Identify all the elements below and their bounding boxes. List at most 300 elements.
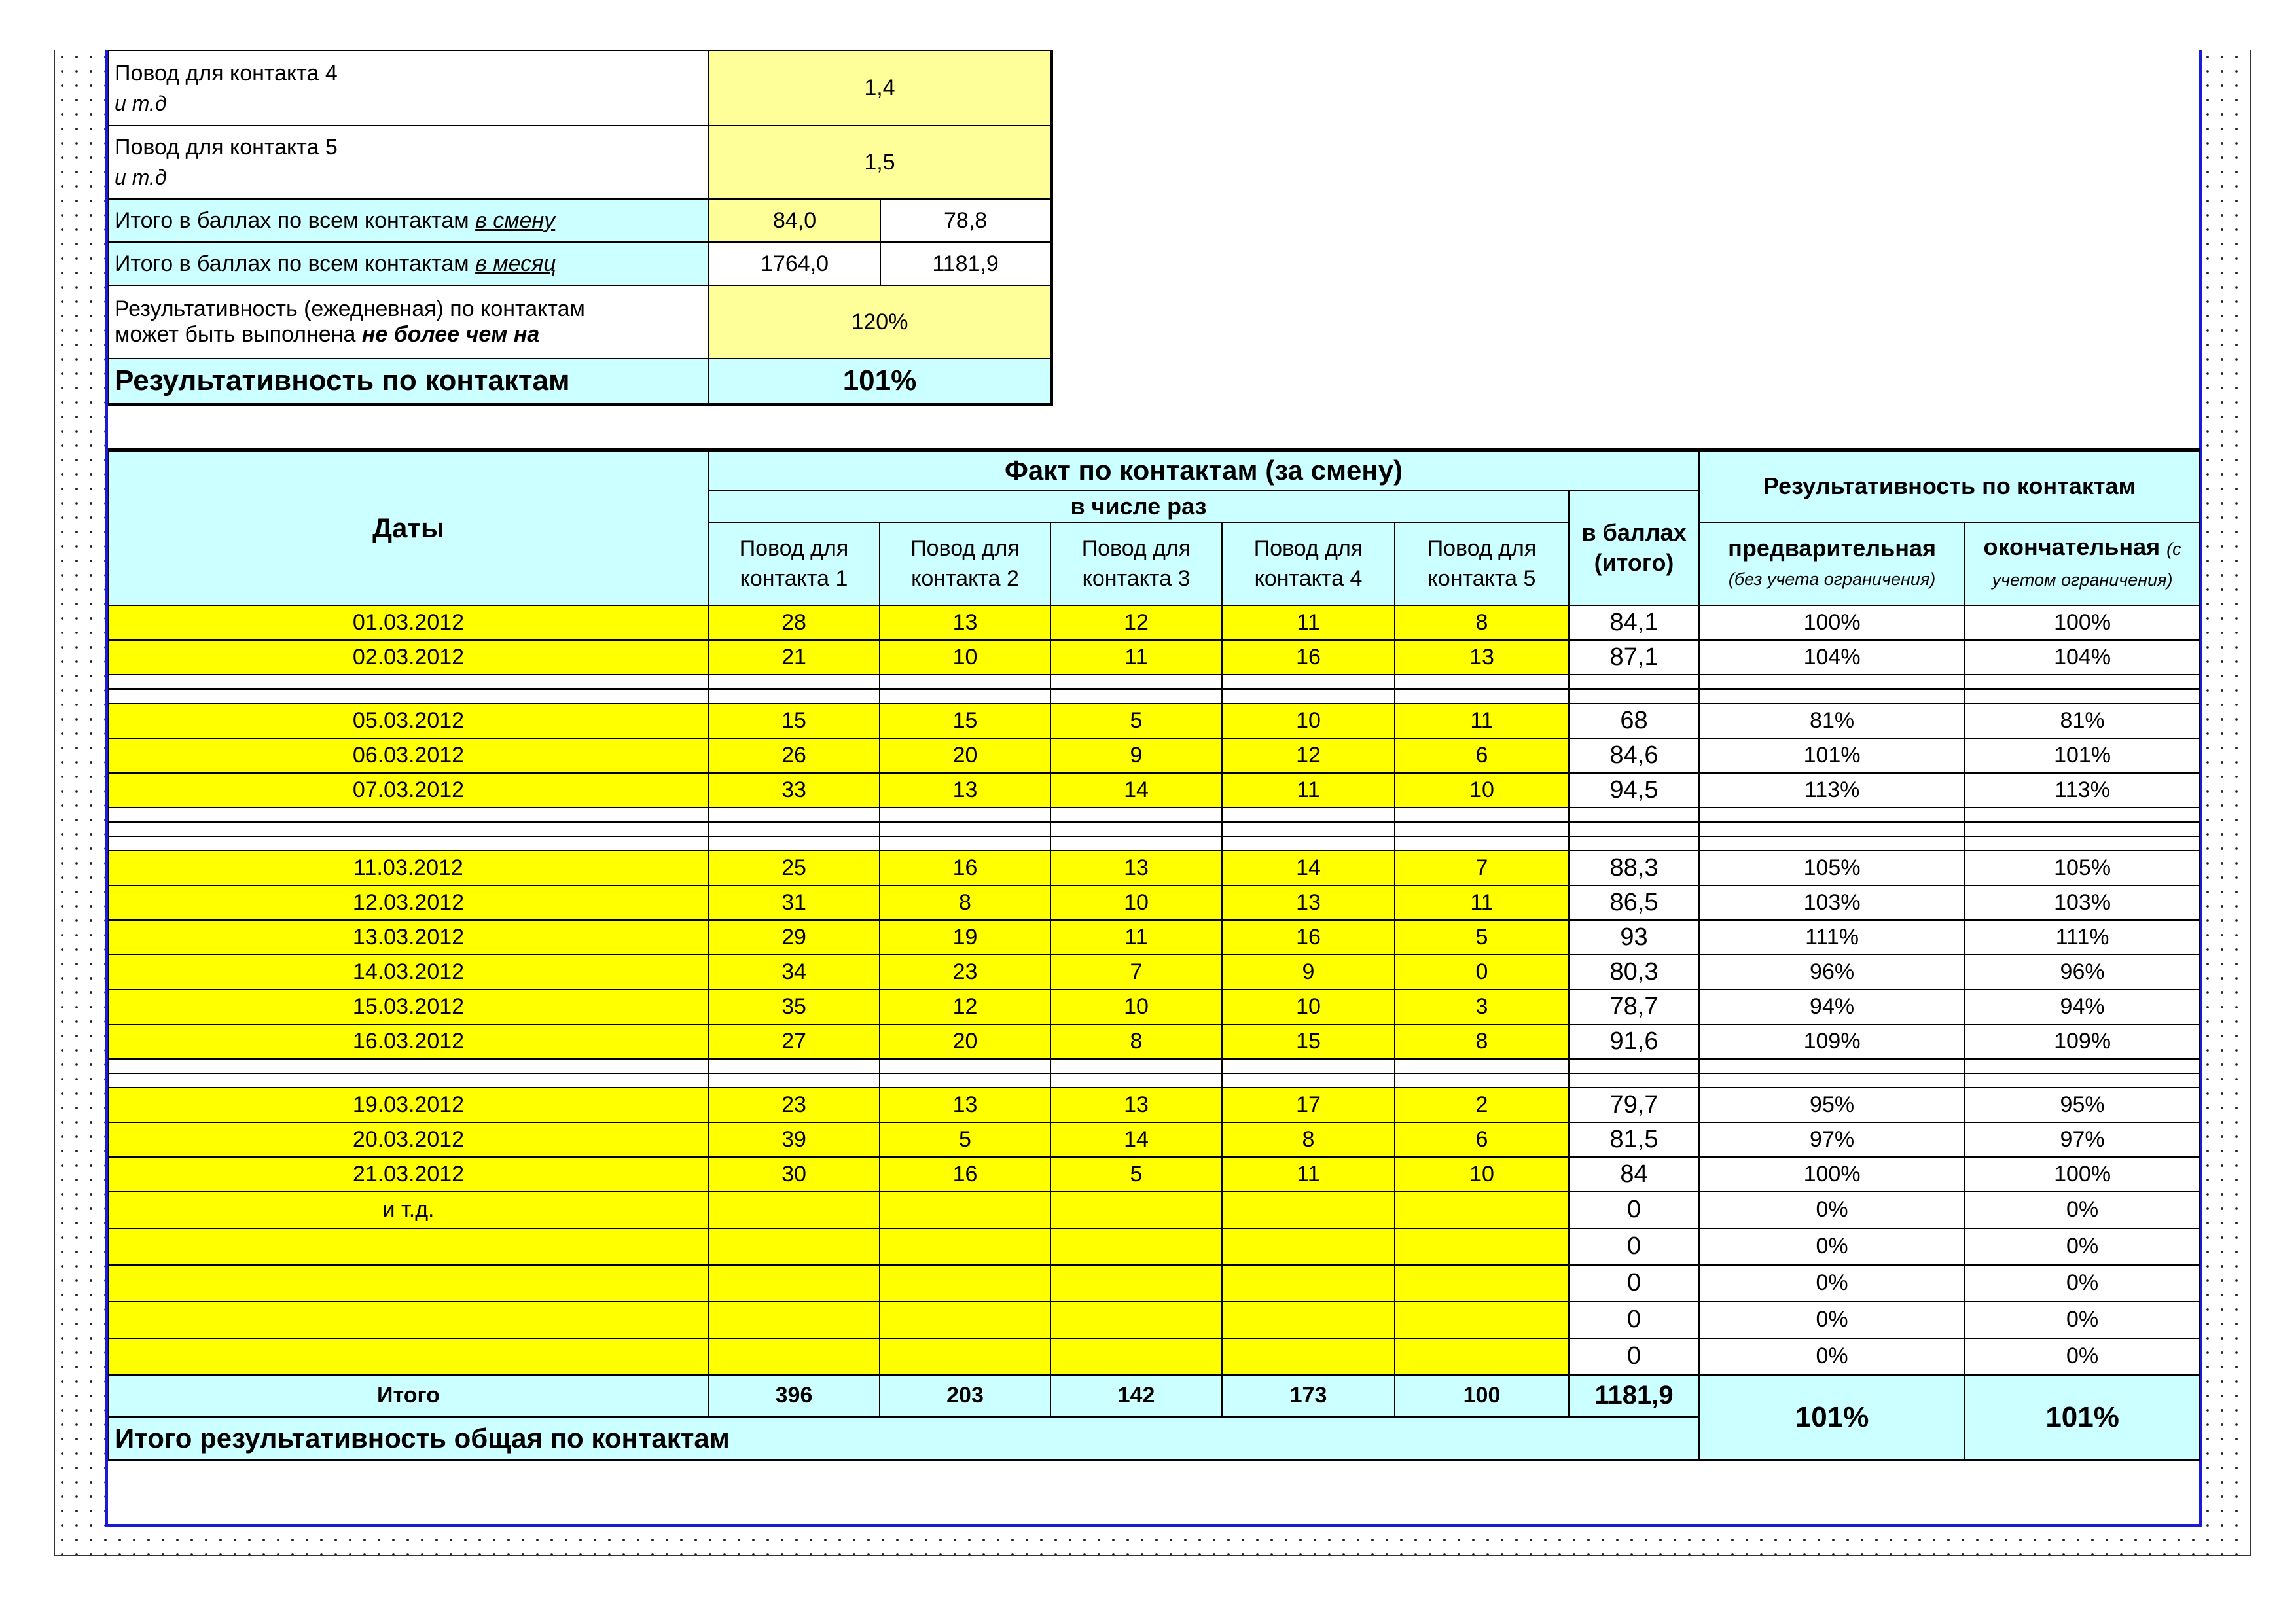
reason-5-cell[interactable]: 2 — [1395, 1088, 1569, 1122]
empty-cell — [708, 1059, 880, 1073]
final-cell: 113% — [1965, 773, 2200, 808]
empty-cell — [1569, 822, 1699, 836]
final-cell: 109% — [1965, 1024, 2200, 1059]
prelim-cell: 101% — [1699, 738, 1965, 773]
reason-3-cell[interactable]: 8 — [1050, 1024, 1222, 1059]
reason-2-cell[interactable]: 10 — [880, 640, 1050, 675]
empty-cell — [1569, 808, 1699, 822]
reason-1-cell[interactable] — [708, 1265, 880, 1302]
reason-5-label: Повод для контакта 5 — [115, 135, 338, 160]
score-cell: 91,6 — [1569, 1024, 1699, 1059]
empty-cell — [1222, 675, 1395, 689]
final-cell: 111% — [1965, 920, 2200, 955]
reason-4-cell[interactable]: 17 — [1222, 1088, 1395, 1122]
reason-4-cell[interactable] — [1222, 1338, 1395, 1375]
empty-cell — [1050, 1059, 1222, 1073]
param-row-shift-total — [109, 199, 1052, 242]
empty-cell — [109, 822, 708, 836]
month-total-emphasis: в месяц — [475, 251, 556, 276]
data-row — [109, 885, 2200, 920]
reason-5-cell[interactable]: 10 — [1395, 1157, 1569, 1192]
reason-3-cell[interactable]: 14 — [1050, 773, 1222, 808]
empty-cell — [1050, 1073, 1222, 1088]
empty-row — [109, 822, 2200, 836]
reason-1-cell[interactable]: 27 — [708, 1024, 880, 1059]
empty-cell — [1965, 822, 2200, 836]
reason-1-cell[interactable] — [708, 1302, 880, 1338]
data-row — [109, 1265, 2200, 1302]
reason-4-cell[interactable]: 11 — [1222, 773, 1395, 808]
prelim-header — [1699, 522, 1965, 605]
reason-3-cell[interactable]: 10 — [1050, 885, 1222, 920]
overall-label: Итого результативность общая по контактам — [109, 1417, 1699, 1460]
empty-cell — [880, 836, 1050, 851]
reason-5-cell[interactable]: 6 — [1395, 738, 1569, 773]
reason-5-cell[interactable]: 6 — [1395, 1122, 1569, 1157]
final-cell: 103% — [1965, 885, 2200, 920]
param-row-reason-4 — [109, 50, 1052, 126]
data-row — [109, 955, 2200, 990]
final-header — [1965, 522, 2200, 605]
empty-cell — [1569, 675, 1699, 689]
score-cell: 81,5 — [1569, 1122, 1699, 1157]
reason-1-cell[interactable]: 29 — [708, 920, 880, 955]
reason-1-cell[interactable]: 23 — [708, 1088, 880, 1122]
reason-5-cell[interactable] — [1395, 1228, 1569, 1265]
shift-total-plan[interactable]: 84,0 — [709, 199, 880, 242]
reason-5-cell[interactable]: 5 — [1395, 920, 1569, 955]
reason-3-cell[interactable] — [1050, 1192, 1222, 1228]
prelim-cell: 0% — [1699, 1338, 1965, 1375]
date-cell[interactable]: 02.03.2012 — [109, 640, 708, 675]
reason-1-cell[interactable]: 21 — [708, 640, 880, 675]
reason-4-cell[interactable] — [1222, 1192, 1395, 1228]
empty-cell — [1965, 1059, 2200, 1073]
empty-row — [109, 1073, 2200, 1088]
reason-2-cell[interactable] — [880, 1338, 1050, 1375]
empty-cell — [880, 689, 1050, 704]
empty-cell — [109, 808, 708, 822]
totals-row — [109, 1375, 2200, 1417]
reason-4-cell[interactable] — [1222, 1302, 1395, 1338]
reason-2-cell[interactable]: 19 — [880, 920, 1050, 955]
score-cell: 87,1 — [1569, 640, 1699, 675]
reason-2-cell[interactable]: 12 — [880, 990, 1050, 1024]
reason-4-cell[interactable]: 10 — [1222, 990, 1395, 1024]
empty-cell — [1965, 689, 2200, 704]
score-cell: 88,3 — [1569, 851, 1699, 885]
reason-5-cell[interactable]: 13 — [1395, 640, 1569, 675]
empty-cell — [1699, 1059, 1965, 1073]
date-cell[interactable]: 11.03.2012 — [109, 851, 708, 885]
limit-label-cell — [109, 285, 709, 359]
totals-reason-5: 100 — [1395, 1375, 1569, 1417]
dates-header: Даты — [109, 450, 708, 605]
empty-cell — [1050, 836, 1222, 851]
empty-cell — [1395, 1059, 1569, 1073]
data-row — [109, 920, 2200, 955]
reason-1-cell[interactable]: 25 — [708, 851, 880, 885]
prelim-cell: 97% — [1699, 1122, 1965, 1157]
prelim-cell: 81% — [1699, 704, 1965, 738]
reason-5-cell[interactable]: 8 — [1395, 1024, 1569, 1059]
score-cell: 0 — [1569, 1192, 1699, 1228]
date-cell[interactable]: 01.03.2012 — [109, 605, 708, 640]
final-cell: 0% — [1965, 1265, 2200, 1302]
totals-prelim: 101% — [1699, 1375, 1965, 1460]
reason-4-cell[interactable]: 13 — [1222, 885, 1395, 920]
empty-cell — [1699, 1073, 1965, 1088]
empty-cell — [109, 675, 708, 689]
reason-4-cell[interactable]: 8 — [1222, 1122, 1395, 1157]
data-row — [109, 704, 2200, 738]
final-header-title: окончательная — [1983, 533, 2161, 560]
month-total-plan: 1764,0 — [709, 242, 880, 285]
limit-label-line2: может быть выполнена — [115, 322, 356, 347]
reason-3-cell[interactable] — [1050, 1265, 1222, 1302]
score-cell: 0 — [1569, 1228, 1699, 1265]
reason-2-cell[interactable]: 16 — [880, 851, 1050, 885]
date-cell[interactable]: 14.03.2012 — [109, 955, 708, 990]
prelim-cell: 95% — [1699, 1088, 1965, 1122]
empty-row — [109, 808, 2200, 822]
month-total-label-cell — [109, 242, 709, 285]
final-cell: 100% — [1965, 605, 2200, 640]
prelim-cell: 0% — [1699, 1302, 1965, 1338]
points-header: в баллах (итого) — [1569, 491, 1699, 605]
data-row — [109, 1157, 2200, 1192]
reason-4-cell[interactable] — [1222, 1265, 1395, 1302]
date-cell[interactable]: 21.03.2012 — [109, 1157, 708, 1192]
contacts-fact-table — [108, 448, 2200, 1461]
prelim-cell: 0% — [1699, 1228, 1965, 1265]
empty-cell — [109, 689, 708, 704]
reason-4-cell[interactable]: 9 — [1222, 955, 1395, 990]
totals-reason-2: 203 — [880, 1375, 1050, 1417]
limit-value[interactable]: 120% — [709, 285, 1052, 359]
date-cell[interactable]: 13.03.2012 — [109, 920, 708, 955]
empty-cell — [1965, 836, 2200, 851]
reason-3-cell[interactable]: 5 — [1050, 1157, 1222, 1192]
empty-row — [109, 1059, 2200, 1073]
score-cell: 84,1 — [1569, 605, 1699, 640]
prelim-header-note: (без учета ограничения) — [1728, 569, 1936, 589]
empty-cell — [1395, 808, 1569, 822]
empty-cell — [1222, 808, 1395, 822]
reason-5-cell[interactable]: 0 — [1395, 955, 1569, 990]
empty-cell — [1222, 1059, 1395, 1073]
empty-cell — [109, 1073, 708, 1088]
empty-cell — [1395, 836, 1569, 851]
date-cell[interactable]: 20.03.2012 — [109, 1122, 708, 1157]
reason-2-cell[interactable]: 15 — [880, 704, 1050, 738]
final-cell: 104% — [1965, 640, 2200, 675]
empty-cell — [1222, 689, 1395, 704]
result-label: Результативность по контактам — [109, 359, 709, 404]
date-cell[interactable]: 16.03.2012 — [109, 1024, 708, 1059]
empty-cell — [880, 1073, 1050, 1088]
reason-4-header: Повод для контакта 4 — [1222, 522, 1395, 605]
reason-1-cell[interactable]: 30 — [708, 1157, 880, 1192]
prelim-cell: 96% — [1699, 955, 1965, 990]
prelim-cell: 111% — [1699, 920, 1965, 955]
header-row-1 — [109, 450, 2200, 491]
reason-2-cell[interactable]: 13 — [880, 605, 1050, 640]
date-cell[interactable]: 19.03.2012 — [109, 1088, 708, 1122]
final-cell: 101% — [1965, 738, 2200, 773]
reason-2-cell[interactable]: 20 — [880, 738, 1050, 773]
empty-cell — [1050, 689, 1222, 704]
empty-cell — [1965, 808, 2200, 822]
reason-3-cell[interactable] — [1050, 1228, 1222, 1265]
data-row — [109, 1088, 2200, 1122]
empty-cell — [880, 808, 1050, 822]
empty-cell — [708, 808, 880, 822]
reason-5-note: и т.д — [115, 166, 167, 189]
reason-1-cell[interactable]: 39 — [708, 1122, 880, 1157]
reason-2-cell[interactable] — [880, 1302, 1050, 1338]
month-total-fact: 1181,9 — [880, 242, 1051, 285]
totals-score: 1181,9 — [1569, 1375, 1699, 1417]
reason-2-cell[interactable] — [880, 1192, 1050, 1228]
data-row — [109, 1024, 2200, 1059]
reason-1-cell[interactable] — [708, 1192, 880, 1228]
reason-1-cell[interactable]: 31 — [708, 885, 880, 920]
score-cell: 68 — [1569, 704, 1699, 738]
final-cell: 95% — [1965, 1088, 2200, 1122]
reason-2-cell[interactable]: 20 — [880, 1024, 1050, 1059]
reason-5-label-cell — [109, 126, 709, 199]
data-row — [109, 605, 2200, 640]
empty-cell — [1395, 1073, 1569, 1088]
date-cell[interactable] — [109, 1265, 708, 1302]
totals-reason-4: 173 — [1222, 1375, 1395, 1417]
reason-5-cell[interactable]: 10 — [1395, 773, 1569, 808]
data-row — [109, 640, 2200, 675]
empty-cell — [1050, 822, 1222, 836]
final-cell: 105% — [1965, 851, 2200, 885]
times-header: в числе раз — [708, 491, 1569, 522]
data-row — [109, 1228, 2200, 1265]
empty-cell — [708, 836, 880, 851]
prelim-cell: 100% — [1699, 605, 1965, 640]
data-row — [109, 851, 2200, 885]
reason-5-cell[interactable] — [1395, 1338, 1569, 1375]
reason-2-cell[interactable]: 16 — [880, 1157, 1050, 1192]
reason-4-value[interactable]: 1,4 — [709, 50, 1052, 126]
data-row — [109, 990, 2200, 1024]
reason-5-cell[interactable]: 3 — [1395, 990, 1569, 1024]
reason-4-note: и т.д — [115, 91, 167, 115]
date-cell[interactable]: 12.03.2012 — [109, 885, 708, 920]
reason-3-cell[interactable]: 7 — [1050, 955, 1222, 990]
limit-label-emphasis: не более чем на — [361, 322, 540, 347]
date-cell[interactable]: 07.03.2012 — [109, 773, 708, 808]
totals-label: Итого — [109, 1375, 708, 1417]
reason-3-cell[interactable] — [1050, 1338, 1222, 1375]
reason-5-cell[interactable]: 8 — [1395, 605, 1569, 640]
prelim-cell: 94% — [1699, 990, 1965, 1024]
empty-row — [109, 836, 2200, 851]
reason-3-cell[interactable]: 13 — [1050, 851, 1222, 885]
empty-cell — [1222, 836, 1395, 851]
final-cell: 0% — [1965, 1302, 2200, 1338]
reason-2-cell[interactable] — [880, 1265, 1050, 1302]
reason-3-cell[interactable]: 9 — [1050, 738, 1222, 773]
reason-4-cell[interactable]: 15 — [1222, 1024, 1395, 1059]
data-row — [109, 1338, 2200, 1375]
reason-3-cell[interactable]: 11 — [1050, 920, 1222, 955]
reason-5-header: Повод для контакта 5 — [1395, 522, 1569, 605]
empty-cell — [708, 1073, 880, 1088]
reason-3-cell[interactable]: 13 — [1050, 1088, 1222, 1122]
reason-1-cell[interactable]: 26 — [708, 738, 880, 773]
date-cell[interactable] — [109, 1228, 708, 1265]
reason-2-cell[interactable]: 23 — [880, 955, 1050, 990]
score-cell: 0 — [1569, 1302, 1699, 1338]
reason-2-cell[interactable]: 8 — [880, 885, 1050, 920]
reason-4-cell[interactable]: 16 — [1222, 640, 1395, 675]
reason-3-cell[interactable]: 12 — [1050, 605, 1222, 640]
reason-2-header: Повод для контакта 2 — [880, 522, 1050, 605]
reason-4-cell[interactable]: 11 — [1222, 605, 1395, 640]
empty-cell — [1395, 822, 1569, 836]
reason-1-cell[interactable]: 28 — [708, 605, 880, 640]
totals-reason-1: 396 — [708, 1375, 880, 1417]
reason-4-cell[interactable]: 16 — [1222, 920, 1395, 955]
reason-3-cell[interactable] — [1050, 1302, 1222, 1338]
date-cell[interactable] — [109, 1338, 708, 1375]
empty-cell — [1699, 808, 1965, 822]
prelim-cell: 109% — [1699, 1024, 1965, 1059]
score-cell: 78,7 — [1569, 990, 1699, 1024]
empty-cell — [1222, 1073, 1395, 1088]
spreadsheet-sheet — [105, 50, 2202, 1527]
empty-cell — [1569, 836, 1699, 851]
totals-final: 101% — [1965, 1375, 2200, 1460]
final-cell: 0% — [1965, 1192, 2200, 1228]
final-cell: 96% — [1965, 955, 2200, 990]
data-row — [109, 738, 2200, 773]
param-row-reason-5 — [109, 126, 1052, 199]
empty-cell — [1965, 1073, 2200, 1088]
result-value: 101% — [709, 359, 1052, 404]
empty-cell — [1050, 675, 1222, 689]
data-row — [109, 1302, 2200, 1338]
reason-1-cell[interactable]: 33 — [708, 773, 880, 808]
prelim-cell: 105% — [1699, 851, 1965, 885]
score-cell: 79,7 — [1569, 1088, 1699, 1122]
date-cell[interactable]: 15.03.2012 — [109, 990, 708, 1024]
final-cell: 97% — [1965, 1122, 2200, 1157]
prelim-cell: 100% — [1699, 1157, 1965, 1192]
final-header-note: (с учетом ограничения) — [1992, 539, 2181, 590]
reason-1-cell[interactable] — [708, 1228, 880, 1265]
empty-cell — [1699, 689, 1965, 704]
score-cell: 0 — [1569, 1338, 1699, 1375]
reason-5-cell[interactable] — [1395, 1302, 1569, 1338]
prelim-cell: 103% — [1699, 885, 1965, 920]
reason-3-cell[interactable]: 11 — [1050, 640, 1222, 675]
date-cell[interactable] — [109, 1302, 708, 1338]
empty-cell — [708, 822, 880, 836]
empty-cell — [1395, 689, 1569, 704]
month-total-label: Итого в баллах по всем контактам — [115, 251, 469, 276]
reason-3-cell[interactable]: 10 — [1050, 990, 1222, 1024]
reason-1-cell[interactable]: 15 — [708, 704, 880, 738]
effectiveness-header: Результативность по контактам — [1699, 450, 2200, 522]
final-cell: 0% — [1965, 1338, 2200, 1375]
empty-cell — [1569, 1059, 1699, 1073]
reason-3-cell[interactable]: 14 — [1050, 1122, 1222, 1157]
score-cell: 84,6 — [1569, 738, 1699, 773]
reason-4-cell[interactable] — [1222, 1228, 1395, 1265]
empty-cell — [708, 675, 880, 689]
prelim-cell: 0% — [1699, 1265, 1965, 1302]
data-row — [109, 773, 2200, 808]
final-cell: 0% — [1965, 1228, 2200, 1265]
empty-cell — [880, 1059, 1050, 1073]
reason-4-cell[interactable]: 14 — [1222, 851, 1395, 885]
reason-5-cell[interactable]: 11 — [1395, 704, 1569, 738]
reason-5-cell[interactable] — [1395, 1192, 1569, 1228]
reason-2-cell[interactable]: 5 — [880, 1122, 1050, 1157]
empty-cell — [1395, 675, 1569, 689]
totals-reason-3: 142 — [1050, 1375, 1222, 1417]
empty-cell — [1569, 1073, 1699, 1088]
shift-total-emphasis: в смену — [475, 207, 556, 233]
final-cell: 100% — [1965, 1157, 2200, 1192]
empty-row — [109, 689, 2200, 704]
reason-5-cell[interactable] — [1395, 1265, 1569, 1302]
reason-4-label-cell — [109, 50, 709, 126]
reason-4-cell[interactable]: 12 — [1222, 738, 1395, 773]
empty-cell — [1699, 822, 1965, 836]
param-row-result — [109, 359, 1052, 404]
score-cell: 84 — [1569, 1157, 1699, 1192]
empty-cell — [1569, 689, 1699, 704]
reason-5-cell[interactable]: 7 — [1395, 851, 1569, 885]
score-cell: 86,5 — [1569, 885, 1699, 920]
empty-cell — [880, 675, 1050, 689]
param-row-limit — [109, 285, 1052, 359]
prelim-header-title: предварительная — [1728, 534, 1936, 562]
reason-2-cell[interactable]: 13 — [880, 773, 1050, 808]
reason-2-cell[interactable] — [880, 1228, 1050, 1265]
date-cell[interactable]: 05.03.2012 — [109, 704, 708, 738]
prelim-cell: 0% — [1699, 1192, 1965, 1228]
reason-1-cell[interactable]: 34 — [708, 955, 880, 990]
reason-1-cell[interactable] — [708, 1338, 880, 1375]
reason-4-cell[interactable]: 11 — [1222, 1157, 1395, 1192]
reason-3-header: Повод для контакта 3 — [1050, 522, 1222, 605]
data-row — [109, 1122, 2200, 1157]
date-cell[interactable]: 06.03.2012 — [109, 738, 708, 773]
empty-cell — [1699, 836, 1965, 851]
reason-1-cell[interactable]: 35 — [708, 990, 880, 1024]
reason-2-cell[interactable]: 13 — [880, 1088, 1050, 1122]
reason-5-value[interactable]: 1,5 — [709, 126, 1052, 199]
date-cell[interactable]: и т.д. — [109, 1192, 708, 1228]
shift-total-fact: 78,8 — [880, 199, 1051, 242]
prelim-cell: 104% — [1699, 640, 1965, 675]
reason-3-cell[interactable]: 5 — [1050, 704, 1222, 738]
reason-5-cell[interactable]: 11 — [1395, 885, 1569, 920]
empty-cell — [109, 1059, 708, 1073]
prelim-cell: 113% — [1699, 773, 1965, 808]
empty-cell — [109, 836, 708, 851]
reason-4-cell[interactable]: 10 — [1222, 704, 1395, 738]
